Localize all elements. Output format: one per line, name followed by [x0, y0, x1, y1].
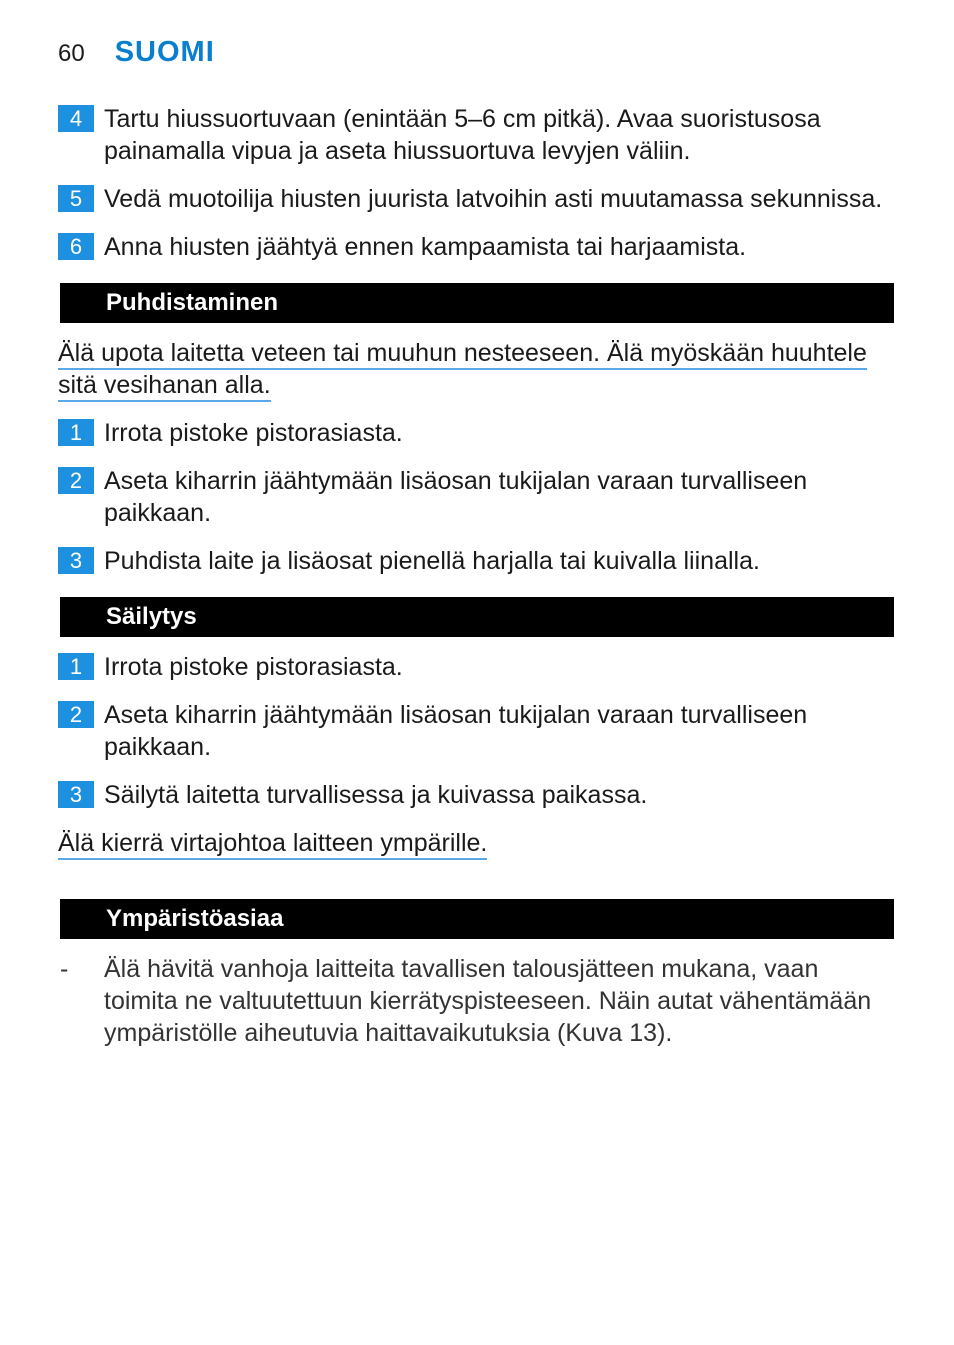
step-item: [58, 183, 894, 215]
step-item: [58, 545, 894, 577]
page-header: [58, 36, 215, 69]
storage-warning: [58, 827, 894, 859]
step-item: [58, 779, 894, 811]
step-text: Vedä muotoilija hiusten juurista latvoihin asti muutamassa sekunnissa.: [104, 185, 883, 213]
step-text: Säilytä laitetta turvallisessa ja kuivassa paikassa.: [104, 781, 648, 809]
step-text: Aseta kiharrin jäähtymään lisäosan tukijalan varaan turvalliseen paikkaan.: [104, 467, 808, 527]
section-heading-environment: Ympäristöasiaa: [60, 899, 894, 939]
step-number-badge: 3: [58, 547, 94, 574]
step-item: [58, 417, 894, 449]
bullet-dash: -: [60, 955, 69, 983]
step-text: Irrota pistoke pistorasiasta.: [104, 653, 403, 681]
step-number-badge: 5: [58, 185, 94, 212]
step-text: Aseta kiharrin jäähtymään lisäosan tukijalan varaan turvalliseen paikkaan.: [104, 701, 808, 761]
cleaning-warning-text: Älä upota laitetta veteen tai muuhun nesteeseen. Älä myöskään huuhtele sitä vesihanan alla.: [58, 339, 867, 402]
page-number: 60: [58, 40, 85, 67]
bullet-item: [58, 953, 894, 1049]
cleaning-warning: [58, 337, 894, 401]
step-number-badge: 3: [58, 781, 94, 808]
step-text: Puhdista laite ja lisäosat pienellä harjalla tai kuivalla liinalla.: [104, 547, 760, 575]
step-item: [58, 231, 894, 263]
step-text: Irrota pistoke pistorasiasta.: [104, 419, 403, 447]
step-text: Tartu hiussuortuvaan (enintään 5–6 cm pitkä). Avaa suoristusosa painamalla vipua ja aseta hiussuortuva levyjen väliin.: [104, 105, 821, 165]
section-heading-storage: Säilytys: [60, 597, 894, 637]
storage-warning-text: Älä kierrä virtajohtoa laitteen ympärille.: [58, 829, 487, 860]
step-number-badge: 6: [58, 233, 94, 260]
step-number-badge: 2: [58, 701, 94, 728]
language-title: SUOMI: [114, 36, 215, 68]
step-number-badge: 4: [58, 105, 94, 132]
page-content: [58, 103, 894, 1049]
step-item: [58, 651, 894, 683]
bullet-text: Älä hävitä vanhoja laitteita tavallisen talousjätteen mukana, vaan toimita ne valtuutettuun kierrätyspisteeseen. Näin autat vähentämään ympäristölle aiheutuvia haittavaikutuksia (Kuva 13).: [104, 955, 872, 1047]
step-number-badge: 1: [58, 653, 94, 680]
step-item: [58, 465, 894, 529]
step-number-badge: 2: [58, 467, 94, 494]
step-item: [58, 103, 894, 167]
section-heading-cleaning: Puhdistaminen: [60, 283, 894, 323]
step-number-badge: 1: [58, 419, 94, 446]
step-text: Anna hiusten jäähtyä ennen kampaamista tai harjaamista.: [104, 233, 747, 261]
step-item: [58, 699, 894, 763]
